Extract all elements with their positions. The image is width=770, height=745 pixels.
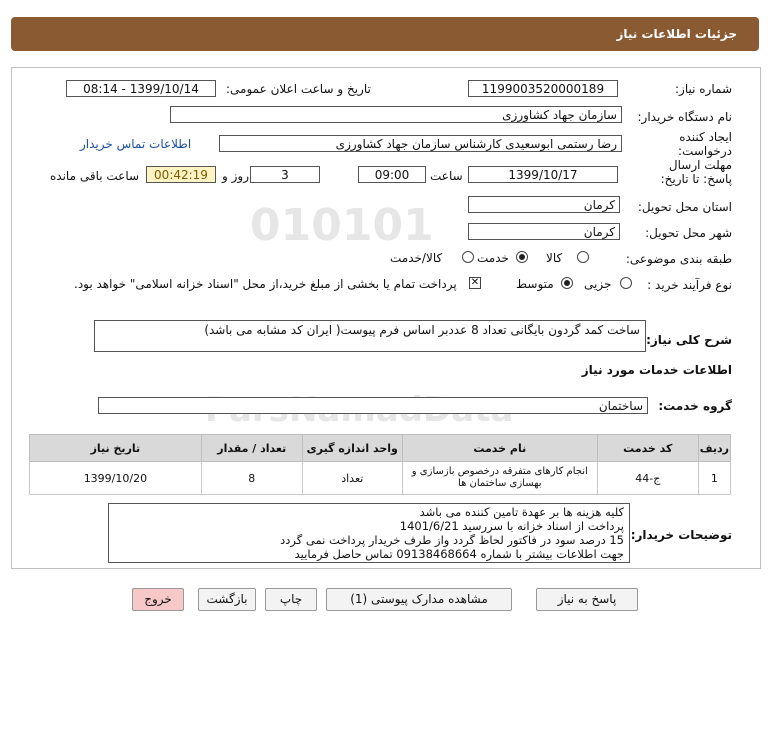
col-date: تاریخ نیاز (30, 435, 202, 462)
deadline-date-field: 1399/10/17 (468, 166, 618, 183)
deadline-time-label: ساعت (430, 169, 463, 183)
treasury-payment-checkbox[interactable]: ✕ (470, 277, 480, 288)
print-button[interactable]: چاپ (265, 588, 317, 611)
buyer-note-line: پرداخت از اسناد خزانه با سررسید 1401/6/21 (399, 519, 624, 533)
page-header (11, 17, 759, 51)
category-goods-service-radio[interactable] (462, 251, 474, 263)
category-service-label: خدمت (477, 251, 509, 265)
page-title: جزئیات اطلاعات نیاز (616, 27, 737, 41)
process-label: نوع فرآیند خرید : (647, 278, 732, 292)
cell-name: انجام کارهای متفرقه درخصوص بازسازی و بهسازی ساختمان ها (402, 462, 597, 495)
col-row: ردیف (698, 435, 730, 462)
buyer-note-line: کلیه هزینه ها بر عهدة تامین کننده می باشد (419, 505, 624, 519)
back-button[interactable]: بازگشت (198, 588, 256, 611)
buyer-note-line: جهت اطلاعات بیشتر با شماره 09138468664 تماس حاصل فرمایید (294, 547, 624, 561)
category-service-radio[interactable] (516, 251, 528, 263)
cell-unit: تعداد (302, 462, 402, 495)
service-group-field: ساختمان (98, 397, 648, 414)
exit-button[interactable]: خروج (132, 588, 184, 611)
need-number-label: شماره نیاز: (675, 82, 732, 96)
buyer-org-label: نام دستگاه خریدار: (637, 110, 732, 124)
province-label: استان محل تحویل: (637, 200, 732, 214)
process-medium-label: متوسط (516, 277, 554, 291)
announce-label: تاریخ و ساعت اعلان عمومی: (226, 82, 371, 96)
col-qty: تعداد / مقدار (201, 435, 302, 462)
treasury-payment-note: پرداخت تمام یا بخشی از مبلغ خرید،از محل "اسناد خزانه اسلامی" خواهد بود. (74, 277, 457, 291)
announce-field: 1399/10/14 - 08:14 (66, 80, 216, 97)
process-minor-label: جزیی (584, 277, 612, 291)
requester-label: ایجاد کننده درخواست: (678, 130, 732, 158)
summary-label: شرح کلی نیاز: (646, 333, 732, 347)
city-field: کرمان (468, 223, 620, 240)
services-table (29, 434, 731, 495)
watermark-digits: 010101 (250, 200, 434, 251)
buyer-note-line: 15 درصد سود در فاکتور لحاظ گردد واز طرف خریدار پرداخت نمی گردد (280, 533, 624, 547)
requester-field: رضا رستمی ابوسعیدی کارشناس سازمان جهاد کشاورزی (219, 135, 622, 152)
summary-text: ساخت کمد گردون بایگانی تعداد 8 عددبر اساس فرم پیوست( ایران کد مشابه می باشد) (94, 320, 646, 352)
cell-code: ج-44 (597, 462, 698, 495)
col-code: کد خدمت (597, 435, 698, 462)
cell-row: 1 (698, 462, 730, 495)
category-goods-radio[interactable] (577, 251, 589, 263)
category-goods-label: کالا (546, 251, 563, 265)
deadline-label: مهلت ارسال پاسخ: تا تاریخ: (660, 158, 732, 186)
table-row (30, 462, 731, 495)
cell-date: 1399/10/20 (30, 462, 202, 495)
buyer-notes-label: توضیحات خریدار: (630, 528, 732, 542)
need-number-field: 1199003520000189 (468, 80, 618, 97)
service-group-label: گروه خدمت: (658, 399, 732, 413)
buyer-org-field: سازمان جهاد کشاورزی (170, 106, 622, 123)
days-field: 3 (250, 166, 320, 183)
buyer-contact-link[interactable]: اطلاعات تماس خریدار (80, 137, 192, 151)
table-header-row (30, 435, 731, 462)
deadline-time-field: 09:00 (358, 166, 426, 183)
cell-qty: 8 (201, 462, 302, 495)
category-goods-service-label: کالا/خدمت (390, 251, 443, 265)
services-section-title: اطلاعات خدمات مورد نیاز (581, 363, 732, 377)
buyer-notes-box (108, 503, 630, 563)
province-field: کرمان (468, 196, 620, 213)
days-label: روز و (222, 169, 249, 183)
attachments-button[interactable]: مشاهده مدارک پیوستی (1) (326, 588, 512, 611)
city-label: شهر محل تحویل: (645, 226, 732, 240)
col-unit: واحد اندازه گیری (302, 435, 402, 462)
category-label: طبقه بندی موضوعی: (625, 252, 732, 266)
reply-button[interactable]: پاسخ به نیاز (536, 588, 638, 611)
remaining-label: ساعت باقی مانده (50, 169, 140, 183)
process-minor-radio[interactable] (620, 277, 632, 289)
process-medium-radio[interactable] (561, 277, 573, 289)
col-name: نام خدمت (402, 435, 597, 462)
remaining-timer: 00:42:19 (146, 166, 216, 183)
